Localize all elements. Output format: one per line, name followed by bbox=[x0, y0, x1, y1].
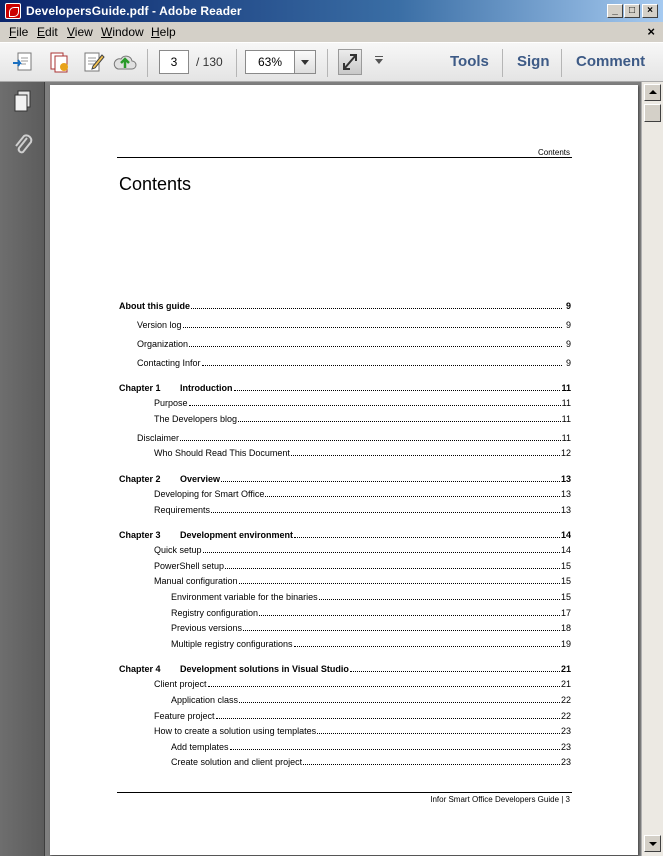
toc-dot-leader bbox=[211, 505, 560, 513]
zoom-dropdown-button[interactable] bbox=[294, 50, 316, 74]
toc-entry[interactable] bbox=[50, 695, 571, 707]
toc-entry[interactable] bbox=[50, 448, 571, 460]
toc-page-number: 14 bbox=[560, 545, 571, 555]
toc-chapter-label: Chapter 1 bbox=[119, 383, 161, 393]
toc-entry-title: Feature project bbox=[154, 711, 215, 721]
tools-pane-link[interactable]: Tools bbox=[450, 53, 489, 70]
toc-page-number: 17 bbox=[560, 608, 571, 618]
toc-dot-leader bbox=[180, 433, 561, 441]
page-footer-text: Infor Smart Office Developers Guide | 3 bbox=[430, 795, 570, 804]
scroll-thumb[interactable] bbox=[644, 104, 661, 122]
toc-chapter-label: Chapter 4 bbox=[119, 664, 161, 674]
toc-dot-leader bbox=[221, 474, 560, 482]
window-title: DevelopersGuide.pdf - Adobe Reader bbox=[26, 4, 242, 18]
toc-entry-title: Environment variable for the binaries bbox=[171, 592, 318, 602]
page-title: Contents bbox=[119, 174, 192, 194]
menu-edit[interactable]: Edit bbox=[37, 25, 58, 39]
toc-entry[interactable] bbox=[50, 639, 571, 651]
toc-entry-title: Create solution and client project bbox=[171, 757, 303, 767]
toc-entry-title: Introduction bbox=[180, 383, 233, 393]
toc-entry[interactable] bbox=[50, 561, 571, 573]
menu-view[interactable]: View bbox=[67, 25, 93, 39]
toc-entry-title: Previous versions bbox=[171, 623, 243, 633]
toc-entry[interactable] bbox=[50, 623, 571, 635]
toc-dot-leader bbox=[208, 679, 560, 687]
toc-page-number: 9 bbox=[565, 339, 571, 349]
toc-entry-title: Registry configuration bbox=[171, 608, 259, 618]
menu-help[interactable]: Help bbox=[151, 25, 176, 39]
toc-entry[interactable] bbox=[50, 726, 571, 738]
toc-entry[interactable] bbox=[50, 530, 571, 542]
toc-entry[interactable] bbox=[50, 383, 571, 395]
footer-rule bbox=[117, 792, 572, 793]
navigation-pane bbox=[0, 82, 45, 856]
toc-entry-title: Who Should Read This Document bbox=[154, 448, 290, 458]
fill-sign-icon[interactable] bbox=[82, 51, 106, 73]
toc-dot-leader bbox=[189, 398, 561, 406]
zoom-input[interactable]: 63% bbox=[245, 50, 295, 74]
toc-chapter-label: Chapter 2 bbox=[119, 474, 161, 484]
toc-entry[interactable] bbox=[50, 545, 571, 557]
toc-dot-leader bbox=[183, 320, 562, 328]
maximize-button[interactable]: □ bbox=[624, 4, 640, 18]
toc-entry-title: Development environment bbox=[180, 530, 294, 540]
toc-page-number: 12 bbox=[560, 448, 571, 458]
toc-page-number: 19 bbox=[560, 639, 571, 649]
toc-page-number: 21 bbox=[560, 679, 571, 689]
toc-chapter-label: Chapter 3 bbox=[119, 530, 161, 540]
toc-dot-leader bbox=[238, 414, 561, 422]
toc-page-number: 22 bbox=[560, 695, 571, 705]
toc-dot-leader bbox=[265, 489, 560, 497]
toc-page-number: 13 bbox=[560, 505, 571, 515]
toc-entry-title: Application class bbox=[171, 695, 239, 705]
toc-page-number: 11 bbox=[561, 433, 571, 443]
close-document-icon[interactable]: × bbox=[647, 24, 655, 39]
page-thumbnails-icon[interactable] bbox=[12, 89, 34, 113]
toc-page-number: 15 bbox=[560, 561, 571, 571]
toc-entry-title: Disclaimer bbox=[137, 433, 180, 443]
toc-dot-leader bbox=[239, 695, 560, 703]
toc-page-number: 11 bbox=[561, 383, 571, 393]
toc-page-number: 15 bbox=[560, 592, 571, 602]
toc-dot-leader bbox=[216, 711, 560, 719]
toc-dot-leader bbox=[319, 592, 560, 600]
toc-dot-leader bbox=[234, 383, 561, 391]
toc-entry-title: Client project bbox=[154, 679, 207, 689]
toc-entry-title: Developing for Smart Office bbox=[154, 489, 265, 499]
toc-dot-leader bbox=[294, 530, 560, 538]
toc-entry-title: The Developers blog bbox=[154, 414, 238, 424]
toc-entry[interactable] bbox=[50, 576, 571, 588]
document-area bbox=[0, 82, 663, 856]
toc-dot-leader bbox=[203, 545, 560, 553]
page-number-input[interactable]: 3 bbox=[159, 50, 189, 74]
toc-entry[interactable] bbox=[50, 757, 571, 769]
toc-page-number: 14 bbox=[560, 530, 571, 540]
toc-page-number: 13 bbox=[560, 489, 571, 499]
toc-page-number: 9 bbox=[565, 320, 571, 330]
toc-entry[interactable] bbox=[50, 592, 571, 604]
upload-cloud-icon[interactable] bbox=[113, 51, 137, 73]
toc-page-number: 11 bbox=[561, 398, 571, 408]
scroll-down-button[interactable] bbox=[644, 835, 661, 852]
sign-pane-link[interactable]: Sign bbox=[517, 53, 550, 70]
toc-entry[interactable] bbox=[50, 608, 571, 620]
menu-bar bbox=[0, 22, 663, 42]
toc-dot-leader bbox=[230, 742, 560, 750]
header-rule bbox=[117, 157, 572, 158]
toc-dot-leader bbox=[243, 623, 560, 631]
menu-file[interactable]: File bbox=[9, 25, 29, 39]
fit-page-button[interactable] bbox=[338, 49, 362, 75]
toc-page-number: 23 bbox=[560, 757, 571, 767]
toc-entry-title: Organization bbox=[137, 339, 189, 349]
toc-entry-title: How to create a solution using templates bbox=[154, 726, 317, 736]
comment-pane-link[interactable]: Comment bbox=[576, 53, 646, 70]
vertical-scrollbar[interactable] bbox=[641, 82, 663, 856]
attachments-paperclip-icon[interactable] bbox=[12, 132, 34, 156]
adobe-reader-icon bbox=[5, 3, 21, 19]
toc-entry[interactable] bbox=[50, 320, 571, 332]
toc-entry[interactable] bbox=[50, 679, 571, 691]
combine-files-icon[interactable] bbox=[47, 51, 71, 73]
more-tools-chevron-icon[interactable] bbox=[375, 59, 383, 64]
toc-page-number: 23 bbox=[560, 726, 571, 736]
page-total: / 130 bbox=[196, 55, 223, 69]
toc-entry-title: Development solutions in Visual Studio bbox=[180, 664, 349, 674]
toc-dot-leader bbox=[259, 608, 560, 616]
toc-page-number: 15 bbox=[560, 576, 571, 586]
toc-dot-leader bbox=[202, 358, 562, 366]
toc-entry-title: Purpose bbox=[154, 398, 188, 408]
pdf-page bbox=[50, 85, 638, 855]
toc-dot-leader bbox=[303, 757, 560, 765]
toolbar-separator bbox=[561, 49, 562, 77]
toc-page-number: 13 bbox=[560, 474, 571, 484]
toolbar bbox=[0, 42, 663, 82]
toc-entry-title: Version log bbox=[137, 320, 182, 330]
toc-entry[interactable] bbox=[50, 664, 571, 676]
toc-entry-title: About this guide bbox=[119, 301, 190, 311]
toc-page-number: 23 bbox=[560, 742, 571, 752]
minimize-button[interactable]: _ bbox=[607, 4, 623, 18]
toc-entry-title: Overview bbox=[180, 474, 221, 484]
toolbar-separator bbox=[327, 49, 328, 77]
toc-dot-leader bbox=[317, 726, 560, 734]
toc-entry[interactable] bbox=[50, 474, 571, 486]
toc-dot-leader bbox=[239, 576, 560, 584]
toc-dot-leader bbox=[291, 448, 560, 456]
toc-entry[interactable] bbox=[50, 358, 571, 370]
toc-entry[interactable] bbox=[50, 489, 571, 501]
window-title-bar[interactable] bbox=[0, 0, 663, 22]
toc-page-number: 21 bbox=[560, 664, 571, 674]
toc-entry[interactable] bbox=[50, 505, 571, 517]
toc-entry-title: Multiple registry configurations bbox=[171, 639, 293, 649]
create-pdf-icon[interactable] bbox=[12, 51, 36, 73]
toc-page-number: 9 bbox=[565, 358, 571, 368]
toc-page-number: 18 bbox=[560, 623, 571, 633]
toc-dot-leader bbox=[191, 301, 562, 309]
toc-entry-title: Contacting Infor bbox=[137, 358, 201, 368]
toc-dot-leader bbox=[294, 639, 560, 647]
menu-window[interactable]: Window bbox=[101, 25, 144, 39]
toc-dot-leader bbox=[225, 561, 560, 569]
toc-dot-leader bbox=[350, 664, 560, 672]
toc-entry[interactable] bbox=[50, 414, 571, 426]
toc-entry[interactable] bbox=[50, 433, 571, 445]
toc-entry[interactable] bbox=[50, 301, 571, 313]
expand-arrows-icon bbox=[339, 50, 361, 74]
toc-entry-title: Requirements bbox=[154, 505, 211, 515]
scroll-up-button[interactable] bbox=[644, 84, 661, 101]
toc-entry-title: Quick setup bbox=[154, 545, 202, 555]
toc-entry-title: Add templates bbox=[171, 742, 229, 752]
toc-page-number: 11 bbox=[561, 414, 571, 424]
toc-dot-leader bbox=[189, 339, 562, 347]
toc-entry[interactable] bbox=[50, 742, 571, 754]
toolbar-separator bbox=[147, 49, 148, 77]
toolbar-separator bbox=[236, 49, 237, 77]
toc-entry-title: Manual configuration bbox=[154, 576, 238, 586]
page-header-text: Contents bbox=[537, 148, 570, 157]
toc-entry[interactable] bbox=[50, 339, 571, 351]
toolbar-separator bbox=[502, 49, 503, 77]
toc-entry[interactable] bbox=[50, 398, 571, 410]
toc-page-number: 22 bbox=[560, 711, 571, 721]
toc-entry[interactable] bbox=[50, 711, 571, 723]
close-button[interactable]: × bbox=[642, 4, 658, 18]
toc-entry-title: PowerShell setup bbox=[154, 561, 225, 571]
toc-page-number: 9 bbox=[565, 301, 571, 311]
